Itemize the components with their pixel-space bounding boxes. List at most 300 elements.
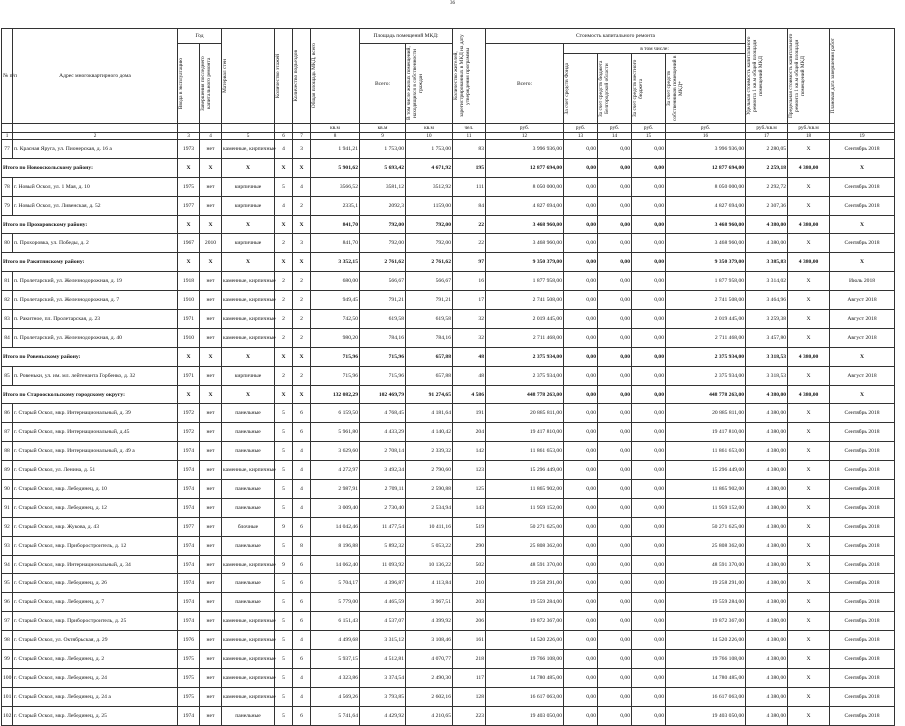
table-cell: 791,21	[360, 291, 406, 310]
units-row-cell: руб.	[632, 124, 666, 133]
table-cell: 5	[275, 612, 293, 631]
subtotal-cell: 792,00	[360, 215, 406, 234]
table-cell: 2 307,36	[746, 196, 788, 215]
table-cell: 32	[453, 328, 486, 347]
table-cell: панельные	[222, 404, 275, 423]
units-row	[2, 124, 895, 133]
table-row	[2, 574, 895, 593]
table-cell: 0,00	[632, 140, 666, 159]
table-cell: 3 996 936,00	[486, 140, 564, 159]
address-cell: г. Новый Оскол, ул. 1 Мая, д. 10	[13, 177, 178, 196]
table-cell: каменные, кирпичные	[222, 272, 275, 291]
address-cell: п. Прохоровка, ул. Победы, д. 2	[13, 234, 178, 253]
table-cell: 97	[2, 612, 13, 631]
table-cell: Х	[788, 706, 830, 725]
address-cell: г. Старый Оскол, мкр. Лебединец, д. 24 а	[13, 687, 178, 706]
table-cell: Х	[788, 668, 830, 687]
subtotal-cell: 0,00	[564, 253, 598, 272]
subtotal-cell: Х	[275, 385, 293, 404]
table-cell: Х	[788, 442, 830, 461]
table-cell: 4 429,92	[360, 706, 406, 725]
table-cell: Сентябрь 2018	[830, 442, 895, 461]
table-cell: кирпичные	[222, 196, 275, 215]
subtotal-cell: 3 468 960,00	[486, 215, 564, 234]
table-cell: 142	[453, 442, 486, 461]
table-cell: 0,00	[564, 612, 598, 631]
table-cell: 0,00	[598, 291, 632, 310]
table-cell: 0,00	[632, 177, 666, 196]
table-cell: 16 617 063,00	[486, 687, 564, 706]
subtotal-cell: Х	[178, 215, 200, 234]
units-row-cell	[200, 124, 222, 133]
table-cell: нет	[200, 442, 222, 461]
table-cell: 1977	[178, 196, 200, 215]
table-cell: 8 196,88	[311, 536, 360, 555]
table-cell: 4 380,00	[746, 498, 788, 517]
table-cell: 50 271 625,00	[666, 517, 746, 536]
table-cell: 98	[2, 631, 13, 650]
table-header	[2, 29, 895, 124]
table-cell: 0,00	[598, 612, 632, 631]
table-cell: 6	[293, 555, 311, 574]
address-cell: г. Старый Оскол, мкр. Лебединец, д. 2	[13, 650, 178, 669]
table-cell: нет	[200, 423, 222, 442]
subtotal-cell: 5 901,62	[311, 158, 360, 177]
units-row-cell: чел.	[453, 124, 486, 133]
table-cell: 19 258 291,00	[486, 574, 564, 593]
column-numbers-row-cell: 9	[360, 133, 406, 140]
table-cell: 3 793,85	[360, 687, 406, 706]
address-cell: п. Ровеньки, ул. им. мл. лейтенанта Горбенко, д. 32	[13, 366, 178, 385]
table-cell: 784,16	[406, 328, 453, 347]
address-cell: г. Старый Оскол, мкр. Интернациональный, д. 49 а	[13, 442, 178, 461]
table-cell: 2 711 468,00	[486, 328, 564, 347]
table-cell: 11 959 152,00	[486, 498, 564, 517]
table-cell: 5 741,64	[311, 706, 360, 725]
subtotal-cell: 0,00	[564, 215, 598, 234]
table-cell: 742,50	[311, 310, 360, 329]
header-premises-residential: В том числе жилых помещений, находящихся в собственности граждан	[406, 46, 424, 121]
units-row-cell	[178, 124, 200, 133]
table-cell: Сентябрь 2018	[830, 404, 895, 423]
table-cell: 0,00	[564, 404, 598, 423]
subtotal-cell: 9 350 379,00	[486, 253, 564, 272]
column-numbers-row-cell: 4	[200, 133, 222, 140]
table-cell: панельные	[222, 593, 275, 612]
address-cell: п. Пролетарский, ул. Железнодорожная, д. 19	[13, 272, 178, 291]
subtotal-cell: Х	[275, 347, 293, 366]
table-cell: 784,16	[360, 328, 406, 347]
subtotal-cell: 4 380,00	[788, 158, 830, 177]
subtotal-cell: 3 468 960,00	[666, 215, 746, 234]
table-cell: 5	[275, 706, 293, 725]
table-cell: 11 865 902,00	[666, 480, 746, 499]
table-cell: 0,00	[598, 536, 632, 555]
table-cell: 4	[293, 480, 311, 499]
table-cell: 0,00	[632, 328, 666, 347]
table-cell: 5	[275, 650, 293, 669]
table-cell: 2 339,32	[406, 442, 453, 461]
table-cell: Х	[788, 536, 830, 555]
table-cell: 79	[2, 196, 13, 215]
subtotal-cell: Х	[830, 253, 895, 272]
table-cell: Август 2018	[830, 291, 895, 310]
table-cell: 3 629,60	[311, 442, 360, 461]
table-cell: Сентябрь 2018	[830, 423, 895, 442]
subtotal-cell: 132 082,29	[311, 385, 360, 404]
table-cell: 2010	[200, 234, 222, 253]
subtotal-cell: 2 375 934,00	[486, 347, 564, 366]
table-cell: 223	[453, 706, 486, 725]
table-row	[2, 366, 895, 385]
table-cell: 4	[293, 442, 311, 461]
table-cell: 6 151,43	[311, 612, 360, 631]
units-row-cell: кв.м	[360, 124, 406, 133]
table-cell: 6	[293, 574, 311, 593]
table-cell: 19 417 810,00	[486, 423, 564, 442]
table-cell: панельные	[222, 498, 275, 517]
table-cell: Сентябрь 2018	[830, 574, 895, 593]
table-cell: 2 790,60	[406, 461, 453, 480]
table-cell: 1974	[178, 442, 200, 461]
table-row	[2, 328, 895, 347]
table-cell: панельные	[222, 480, 275, 499]
table-cell: Сентябрь 2018	[830, 480, 895, 499]
subtotal-cell: Х	[293, 253, 311, 272]
table-cell: 19 872 367,00	[666, 612, 746, 631]
table-cell: 1972	[178, 423, 200, 442]
table-cell: Х	[788, 140, 830, 159]
units-row-cell: руб./кв.м	[746, 124, 788, 133]
table-cell: 6	[293, 650, 311, 669]
table-cell: 2 534,94	[406, 498, 453, 517]
table-cell: 2 019 445,00	[666, 310, 746, 329]
subtotal-cell: Х	[222, 158, 275, 177]
table-cell: 0,00	[598, 650, 632, 669]
table-cell: 1975	[178, 650, 200, 669]
table-cell: 11 861 653,00	[666, 442, 746, 461]
table-cell: 2	[275, 272, 293, 291]
table-cell: 19 559 284,00	[666, 593, 746, 612]
subtotal-cell: 3 352,15	[311, 253, 360, 272]
address-cell: г. Старый Оскол, мкр. Лебединец, д. 12	[13, 498, 178, 517]
subtotal-cell: 4 671,92	[406, 158, 453, 177]
table-cell: 4 140,42	[406, 423, 453, 442]
table-cell: 16 617 063,00	[666, 687, 746, 706]
table-cell: 15 296 449,00	[486, 461, 564, 480]
table-cell: 4	[275, 140, 293, 159]
table-row	[2, 498, 895, 517]
header-no: № п/п	[2, 29, 13, 124]
table-cell: 20 885 811,00	[486, 404, 564, 423]
subtotal-cell: Х	[830, 385, 895, 404]
table-cell: 0,00	[598, 366, 632, 385]
table-row	[2, 423, 895, 442]
table-cell: 11 865 902,00	[486, 480, 564, 499]
table-cell: 792,00	[360, 234, 406, 253]
table-cell: 1975	[178, 668, 200, 687]
header-premises-total: Всего:	[360, 44, 406, 124]
table-cell: нет	[200, 461, 222, 480]
table-cell: Август 2018	[830, 328, 895, 347]
table-cell: 2	[275, 234, 293, 253]
subtotal-label: Итого по Прохоровскому району:	[2, 215, 178, 234]
subtotal-cell: Х	[222, 215, 275, 234]
table-cell: 4	[275, 196, 293, 215]
table-cell: Х	[788, 498, 830, 517]
column-numbers-row-cell: 10	[406, 133, 453, 140]
table-cell: 5 892,32	[360, 536, 406, 555]
table-cell: 102	[2, 706, 13, 725]
table-cell: 2335,1	[311, 196, 360, 215]
table-cell: 2 280,05	[746, 140, 788, 159]
subtotal-cell: Х	[222, 347, 275, 366]
table-cell: 9	[275, 517, 293, 536]
table-cell: блочные	[222, 517, 275, 536]
table-cell: 0,00	[564, 461, 598, 480]
table-cell: 87	[2, 423, 13, 442]
table-cell: 657,88	[406, 366, 453, 385]
subtotal-cell: 0,00	[564, 158, 598, 177]
table-cell: 14 780 485,00	[486, 668, 564, 687]
subtotal-cell: 2 375 934,00	[666, 347, 746, 366]
header-planned-date: Плановая дата завершения работ	[830, 38, 837, 114]
table-cell: 0,00	[632, 461, 666, 480]
table-cell: 1972	[178, 404, 200, 423]
units-row-cell: кв.м	[406, 124, 453, 133]
table-cell: 2	[275, 291, 293, 310]
table-cell: 19 403 050,00	[666, 706, 746, 725]
table-cell: 8 050 000,00	[486, 177, 564, 196]
subtotal-cell: 4 380,00	[788, 385, 830, 404]
table-row	[2, 480, 895, 499]
table-cell: 2 741 508,00	[486, 291, 564, 310]
header-cost-owners: За счет средств собственников помещений в МКД*	[666, 55, 684, 122]
table-cell: 0,00	[564, 442, 598, 461]
table-cell: Х	[788, 631, 830, 650]
table-cell: 4 272,97	[311, 461, 360, 480]
table-cell: Х	[788, 404, 830, 423]
table-cell: 2	[275, 310, 293, 329]
table-cell: каменные, кирпичные	[222, 650, 275, 669]
column-numbers-row-cell: 12	[486, 133, 564, 140]
table-row	[2, 650, 895, 669]
table-cell: 0,00	[598, 480, 632, 499]
table-cell: 0,00	[632, 517, 666, 536]
table-cell: 0,00	[598, 442, 632, 461]
units-row-cell: руб./кв.м	[788, 124, 830, 133]
table-cell: 161	[453, 631, 486, 650]
table-cell: 218	[453, 650, 486, 669]
table-cell: панельные	[222, 442, 275, 461]
subtotal-cell: 48	[453, 347, 486, 366]
table-cell: 0,00	[632, 234, 666, 253]
address-cell: г. Старый Оскол, ул. Ленина, д. 51	[13, 461, 178, 480]
table-cell: 86	[2, 404, 13, 423]
table-cell: Август 2018	[830, 366, 895, 385]
table-cell: 0,00	[598, 574, 632, 593]
table-cell: 1974	[178, 593, 200, 612]
table-cell: 5	[275, 442, 293, 461]
table-cell: 949,45	[311, 291, 360, 310]
table-cell: 2	[293, 310, 311, 329]
table-cell: 0,00	[598, 555, 632, 574]
table-row	[2, 404, 895, 423]
subtotal-cell: 0,00	[632, 215, 666, 234]
table-cell: 0,00	[564, 366, 598, 385]
table-cell: 5	[275, 631, 293, 650]
subtotal-cell: Х	[178, 385, 200, 404]
table-cell: 17	[453, 291, 486, 310]
table-cell: панельные	[222, 574, 275, 593]
header-year-commission: Ввода в эксплуатацию	[178, 57, 184, 110]
table-cell: нет	[200, 328, 222, 347]
table-cell: каменные, кирпичные	[222, 140, 275, 159]
table-cell: 19 559 284,00	[486, 593, 564, 612]
subtotal-row	[2, 158, 895, 177]
table-cell: 11 861 653,00	[486, 442, 564, 461]
table-cell: 3566,52	[311, 177, 360, 196]
table-cell: 4 113,84	[406, 574, 453, 593]
table-cell: 4 380,00	[746, 631, 788, 650]
table-cell: 4 380,00	[746, 668, 788, 687]
subtotal-cell: Х	[830, 158, 895, 177]
table-cell: 0,00	[632, 442, 666, 461]
table-cell: Х	[788, 196, 830, 215]
subtotal-cell: 4 380,00	[746, 385, 788, 404]
table-cell: 8	[293, 536, 311, 555]
table-cell: 619,58	[406, 310, 453, 329]
table-row	[2, 555, 895, 574]
table-cell: 4 380,00	[746, 593, 788, 612]
table-cell: 502	[453, 555, 486, 574]
address-cell: г. Старый Оскол, ул. Октябрьская, д. 29	[13, 631, 178, 650]
table-cell: Х	[788, 687, 830, 706]
subtotal-cell: 4 380,00	[788, 215, 830, 234]
subtotal-cell: Х	[830, 215, 895, 234]
subtotal-cell: 5 693,42	[360, 158, 406, 177]
table-cell: 93	[2, 536, 13, 555]
table-cell: Июль 2018	[830, 272, 895, 291]
table-cell: 841,70	[311, 234, 360, 253]
table-cell: Сентябрь 2018	[830, 687, 895, 706]
table-cell: 0,00	[564, 574, 598, 593]
subtotal-cell: 0,00	[632, 385, 666, 404]
subtotal-cell: 12 877 694,00	[486, 158, 564, 177]
table-cell: 19 403 050,00	[486, 706, 564, 725]
table-cell: 5 779,00	[311, 593, 360, 612]
table-row	[2, 536, 895, 555]
table-cell: 0,00	[632, 574, 666, 593]
table-cell: 4 465,59	[360, 593, 406, 612]
header-cost-local: За счет средств местного бюджета	[632, 59, 644, 118]
table-cell: нет	[200, 706, 222, 725]
subtotal-row	[2, 215, 895, 234]
table-cell: 32	[453, 310, 486, 329]
subtotal-cell: 0,00	[598, 347, 632, 366]
table-cell: 6	[293, 593, 311, 612]
table-cell: 4	[293, 631, 311, 650]
table-cell: 82	[2, 291, 13, 310]
header-total-area: Общая площадь МКД, всего	[311, 43, 317, 109]
subtotal-cell: Х	[293, 215, 311, 234]
header-cost-group: Стоимость капитального ремонта	[486, 29, 746, 44]
table-cell: 0,00	[598, 234, 632, 253]
column-numbers-row-cell: 16	[666, 133, 746, 140]
table-cell: каменные, кирпичные	[222, 291, 275, 310]
table-cell: 3 009,40	[311, 498, 360, 517]
units-row-cell	[13, 124, 178, 133]
table-cell: каменные, кирпичные	[222, 631, 275, 650]
table-cell: 99	[2, 650, 13, 669]
table-cell: 0,00	[564, 706, 598, 725]
header-floors: Количество этажей	[275, 53, 281, 99]
table-cell: Сентябрь 2018	[830, 612, 895, 631]
table-cell: 3 314,02	[746, 272, 788, 291]
table-cell: 792,00	[406, 234, 453, 253]
table-cell: 1910	[178, 291, 200, 310]
units-row-cell: руб.	[598, 124, 632, 133]
units-row-group	[2, 124, 895, 140]
table-cell: панельные	[222, 423, 275, 442]
table-cell: 1 877 958,00	[486, 272, 564, 291]
table-cell: 2	[293, 291, 311, 310]
table-cell: нет	[200, 404, 222, 423]
table-cell: 4 380,00	[746, 536, 788, 555]
subtotal-cell: 102 469,79	[360, 385, 406, 404]
subtotal-cell: Х	[293, 385, 311, 404]
table-cell: 4	[293, 461, 311, 480]
address-cell: п. Пролетарский, ул. Железнодорожная, д. 40	[13, 328, 178, 347]
table-cell: 3 318,53	[746, 366, 788, 385]
subtotal-cell: 91 274,65	[406, 385, 453, 404]
table-cell: 48 591 370,00	[486, 555, 564, 574]
column-numbers-row-cell: 14	[598, 133, 632, 140]
table-cell: 95	[2, 574, 13, 593]
table-cell: нет	[200, 574, 222, 593]
table-row	[2, 272, 895, 291]
table-cell: нет	[200, 177, 222, 196]
subtotal-cell: Х	[222, 253, 275, 272]
table-cell: 1910	[178, 328, 200, 347]
units-row-cell	[222, 124, 275, 133]
table-cell: 0,00	[632, 196, 666, 215]
table-cell: Х	[788, 328, 830, 347]
table-cell: 4	[293, 687, 311, 706]
table-cell: Сентябрь 2018	[830, 555, 895, 574]
table-cell: 2 708,14	[360, 442, 406, 461]
subtotal-cell: 4 380,00	[788, 253, 830, 272]
table-cell: 48	[453, 366, 486, 385]
header-year-group: Год	[178, 29, 222, 44]
header-cost-total: Всего:	[486, 44, 564, 124]
subtotal-cell: Х	[178, 158, 200, 177]
table-cell: 0,00	[564, 631, 598, 650]
column-numbers-row-cell: 13	[564, 133, 598, 140]
address-cell: г. Старый Оскол, мкр. Лебединец, д. 7	[13, 593, 178, 612]
table-cell: 0,00	[632, 555, 666, 574]
table-row	[2, 310, 895, 329]
table-cell: 11 477,54	[360, 517, 406, 536]
table-cell: 25 808 362,00	[666, 536, 746, 555]
table-cell: 89	[2, 461, 13, 480]
table-cell: 0,00	[564, 555, 598, 574]
table-cell: 0,00	[632, 498, 666, 517]
table-cell: 1973	[178, 140, 200, 159]
table-cell: 4	[293, 498, 311, 517]
table-cell: 2 490,30	[406, 668, 453, 687]
table-cell: 1975	[178, 177, 200, 196]
